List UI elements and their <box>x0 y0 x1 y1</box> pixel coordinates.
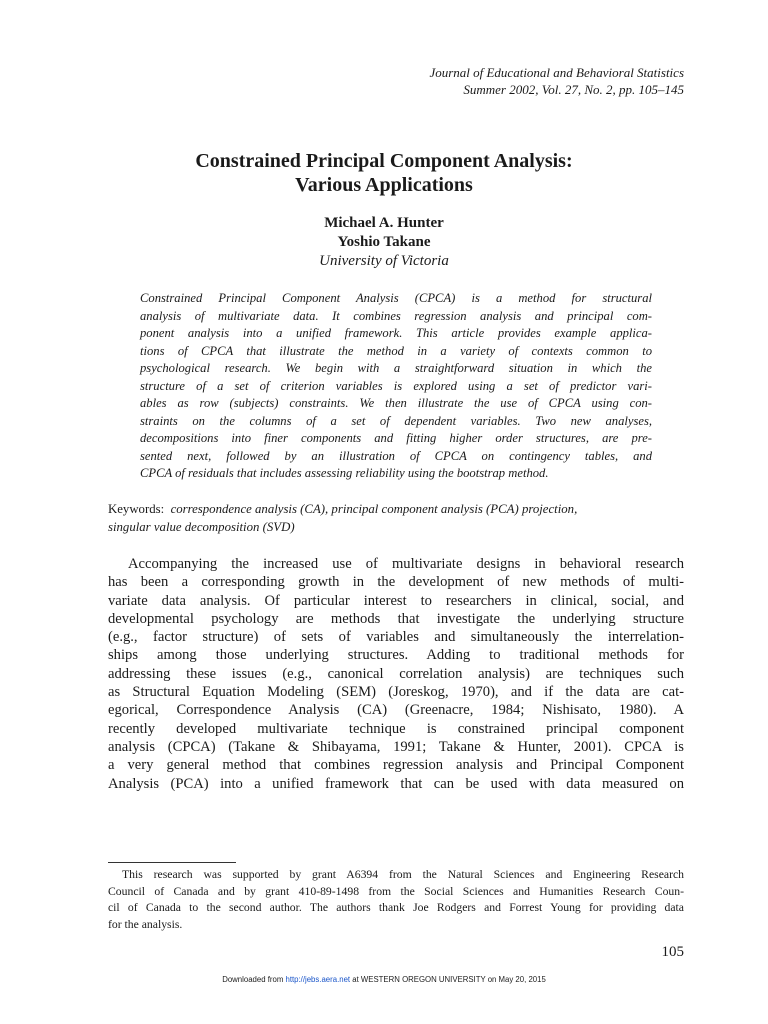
download-notice <box>0 975 768 984</box>
body-line: has been a corresponding growth in the development of new methods of multi- <box>108 574 684 591</box>
keywords-line2: singular value decomposition (SVD) <box>108 519 295 534</box>
abstract-line: ables as row (subjects) constraints. We then illustrate the use of CPCA using con- <box>140 396 652 410</box>
affiliation: University of Victoria <box>319 253 449 269</box>
author-2: Yoshio Takane <box>337 234 431 250</box>
footnote-line: cil of Canada to the second author. The authors thank Joe Rodgers and Forrest Young for providing data <box>108 901 684 914</box>
body-line: variate data analysis. Of particular interest to researchers in clinical, social, and <box>108 592 684 609</box>
footnote-divider <box>108 862 236 863</box>
body-line: ships among those underlying structures. Adding to traditional methods for <box>108 647 684 664</box>
abstract-line: tions of CPCA that illustrate the method in a variety of contexts common to <box>140 343 652 358</box>
journal-name: Journal of Educational and Behavioral Statistics <box>429 65 684 80</box>
download-link[interactable]: http://jebs.aera.net <box>285 975 351 984</box>
paper-title-line1: Constrained Principal Component Analysis: <box>195 150 573 172</box>
journal-issue: Summer 2002, Vol. 27, No. 2, pp. 105–145 <box>463 82 684 97</box>
body-line: addressing these issues (e.g., canonical correlation analysis) are techniques such <box>108 665 684 682</box>
page-number: 105 <box>661 944 684 960</box>
abstract-line: CPCA of residuals that includes assessing reliability using the bootstrap method. <box>140 466 549 480</box>
footnote-line: Council of Canada and by grant 410-89-1498 from the Social Sciences and Humanities Research Coun- <box>108 884 684 898</box>
abstract <box>140 290 652 483</box>
body-line: developmental psychology are methods that investigate the underlying structure <box>108 610 684 627</box>
keywords-label: Keywords: <box>108 502 165 516</box>
abstract-line: structure of a set of criterion variables is explored using a set of predictor vari- <box>140 378 652 393</box>
download-prefix: Downloaded from <box>222 975 286 984</box>
footnote <box>108 867 684 933</box>
body-paragraph <box>108 555 684 793</box>
body-line: as Structural Equation Modeling (SEM) (Joreskog, 1970), and if the data are cat- <box>108 684 684 701</box>
body-line: Analysis (PCA) into a unified framework that can be used with data measured on <box>108 775 684 792</box>
keywords <box>108 501 684 536</box>
body-line: recently developed multivariate technique is constrained principal component <box>108 720 684 737</box>
abstract-line: Constrained Principal Component Analysis (CPCA) is a method for structural <box>140 291 652 305</box>
body-line: egorical, Correspondence Analysis (CA) (Greenacre, 1984; Nishisato, 1980). A <box>108 702 684 719</box>
body-line: analysis (CPCA) (Takane & Shibayama, 1991; Takane & Hunter, 2001). CPCA is <box>108 738 684 755</box>
keywords-line1: correspondence analysis (CA), principal component analysis (PCA) projection, <box>170 502 578 516</box>
footnote-line: This research was supported by grant A6394 from the Natural Sciences and Engineering Research <box>122 868 684 881</box>
paper-title-line2: Various Applications <box>295 174 473 196</box>
abstract-line: psychological research. We begin with a straightforward situation in which the <box>140 361 652 375</box>
abstract-line: ponent analysis into a unified framework. This article provides example applica- <box>140 326 652 340</box>
author-1: Michael A. Hunter <box>324 215 444 231</box>
abstract-line: straints on the columns of a set of dependent variables. Two new analyses, <box>140 413 652 428</box>
body-line: a very general method that combines regression analysis and Principal Component <box>108 757 684 774</box>
download-suffix: at WESTERN OREGON UNIVERSITY on May 20, 2015 <box>350 975 546 984</box>
body-line: Accompanying the increased use of multivariate designs in behavioral research <box>128 556 684 572</box>
body-line: (e.g., factor structure) of sets of variables and simultaneously the interrelation- <box>108 629 684 646</box>
abstract-line: decompositions into finer components and fitting higher order structures, are pre- <box>140 431 652 445</box>
footnote-line: for the analysis. <box>108 917 183 931</box>
abstract-line: analysis of multivariate data. It combines regression analysis and principal com- <box>140 308 652 323</box>
abstract-line: sented next, followed by an illustration of CPCA on contingency tables, and <box>140 448 652 463</box>
